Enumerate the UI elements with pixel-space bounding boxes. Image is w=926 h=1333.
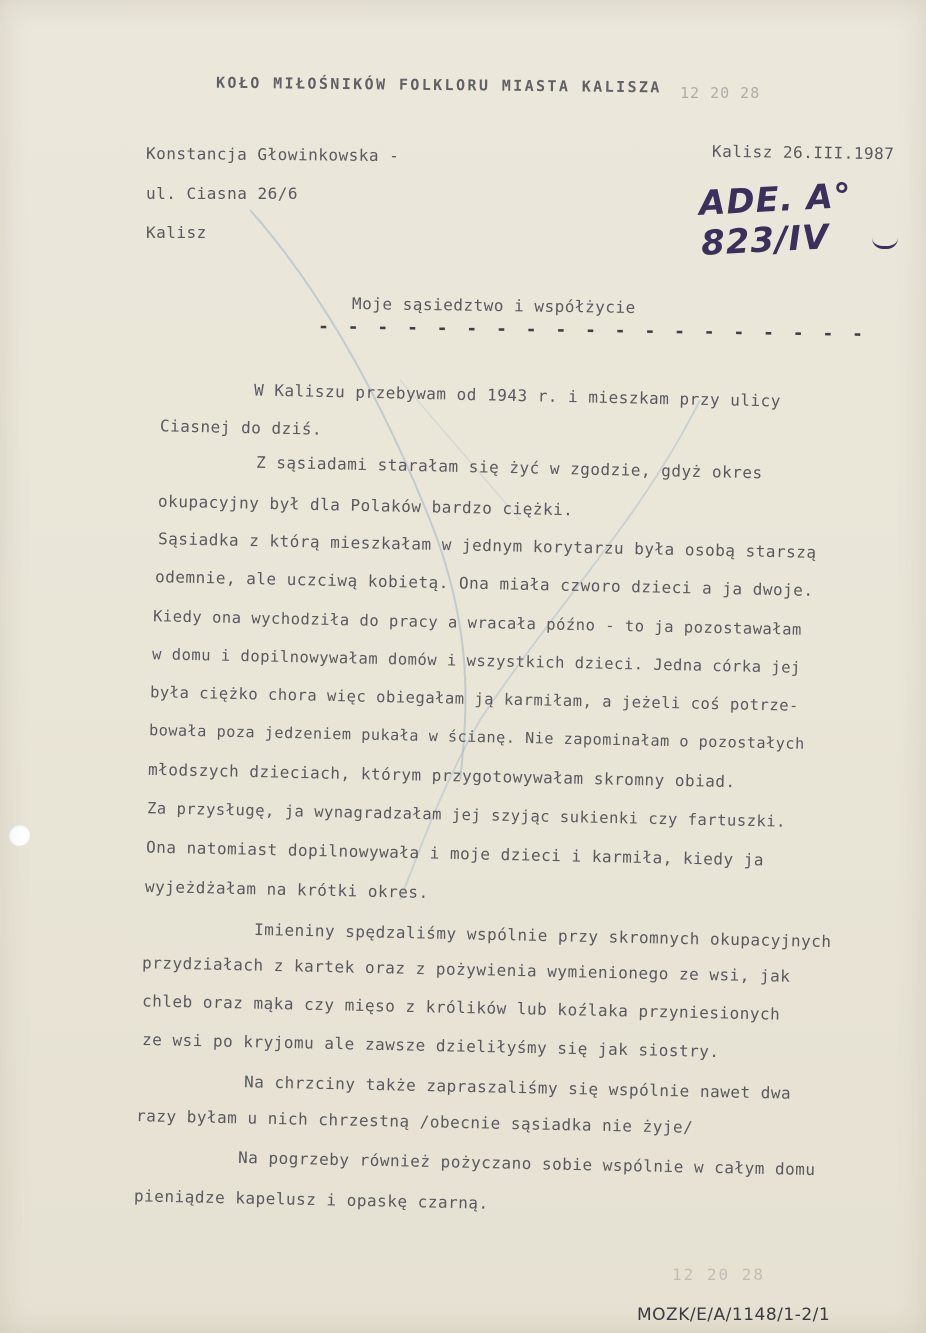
body-line: wyjeżdżałam na krótki okres. bbox=[144, 877, 429, 902]
sender-street: ul. Ciasna 26/6 bbox=[146, 184, 298, 203]
faint-stamp-bottom: 12 20 28 bbox=[672, 1265, 766, 1284]
faint-stamp-top: 12 20 28 bbox=[680, 84, 761, 102]
body-line: odemnie, ale uczciwą kobietą. Ona miała czworo dzieci a ja dwoje. bbox=[154, 567, 814, 600]
body-line: Ona natomiast dopilnowywała i moje dzieci i karmiła, kiedy ja bbox=[145, 837, 765, 870]
body-line: Imieniny spędzaliśmy wspólnie przy skromnych okupacyjnych bbox=[253, 919, 832, 952]
body-line: Kiedy ona wychodziła do pracy a wracała późno - to ja pozostawałam bbox=[152, 607, 803, 639]
body-line: okupacyjny był dla Polaków bardzo ciężki. bbox=[157, 491, 574, 520]
body-line: Ciasnej do dziś. bbox=[159, 416, 323, 439]
date-line: Kalisz 26.III.1987 bbox=[711, 141, 895, 164]
body-line: Za przysługę, ja wynagradzałam jej szyjąc sukienki czy fartuszki. bbox=[146, 799, 787, 831]
body-line: młodszych dzieciach, którym przygotowywałam skromny obiad. bbox=[147, 759, 736, 792]
body-line: W Kaliszu przebywam od 1943 r. i mieszkam przy ulicy bbox=[253, 380, 782, 411]
sender-name: Konstancja Głowinkowska - bbox=[145, 143, 400, 166]
body-line: Na pogrzeby również pożyczano sobie wspólnie w całym domu bbox=[237, 1147, 816, 1180]
body-line: Z sąsiadami starałam się żyć w zgodzie, gdyż okres bbox=[255, 452, 763, 483]
body-line: była ciężko chora więc obiegałam ją karmiłam, a jeżeli coś potrze- bbox=[149, 683, 800, 715]
body-line: Sąsiadka z którą mieszkałam w jednym korytarzu była osobą starszą bbox=[157, 529, 817, 562]
punch-hole bbox=[8, 824, 30, 846]
body-line: ze wsi po kryjomu ale zawsze dzieliłyśmy się jak siostry. bbox=[141, 1029, 720, 1062]
body-line: razy byłam u nich chrzestną /obecnie sąsiadka nie żyje/ bbox=[135, 1106, 694, 1137]
body-line: w domu i dopilnowywałam domów i wszystkich dzieci. Jedna córka jej bbox=[151, 645, 802, 677]
title-underline: - - - - - - - - - - - - - - - - - - - bbox=[317, 316, 868, 345]
body-line: Na chrzciny także zapraszaliśmy się wspólnie nawet dwa bbox=[243, 1072, 792, 1103]
organization-heading: KOŁO MIŁOŚNIKÓW FOLKLORU MIASTA KALISZA bbox=[215, 73, 662, 97]
body-line: pieniądze kapelusz i opaskę czarną. bbox=[133, 1186, 489, 1213]
document-title: Moje sąsiedztwo i współżycie bbox=[351, 294, 636, 317]
archive-number: MOZK/E/A/1148/1-2/1 bbox=[637, 1305, 831, 1325]
body-line: bowała poza jedzeniem pukała w ścianę. Nie zapominałam o pozostałych bbox=[148, 721, 805, 753]
body-line: chleb oraz mąka czy mięso z królików lub koźlaka przyniesionych bbox=[141, 991, 781, 1024]
sender-city: Kalisz bbox=[146, 223, 207, 242]
archive-reference-handwritten: ADE. A° 823/IV bbox=[698, 175, 853, 264]
body-line: przydziałach z kartek oraz z pożywienia wymienionego ze wsi, jak bbox=[141, 953, 791, 986]
